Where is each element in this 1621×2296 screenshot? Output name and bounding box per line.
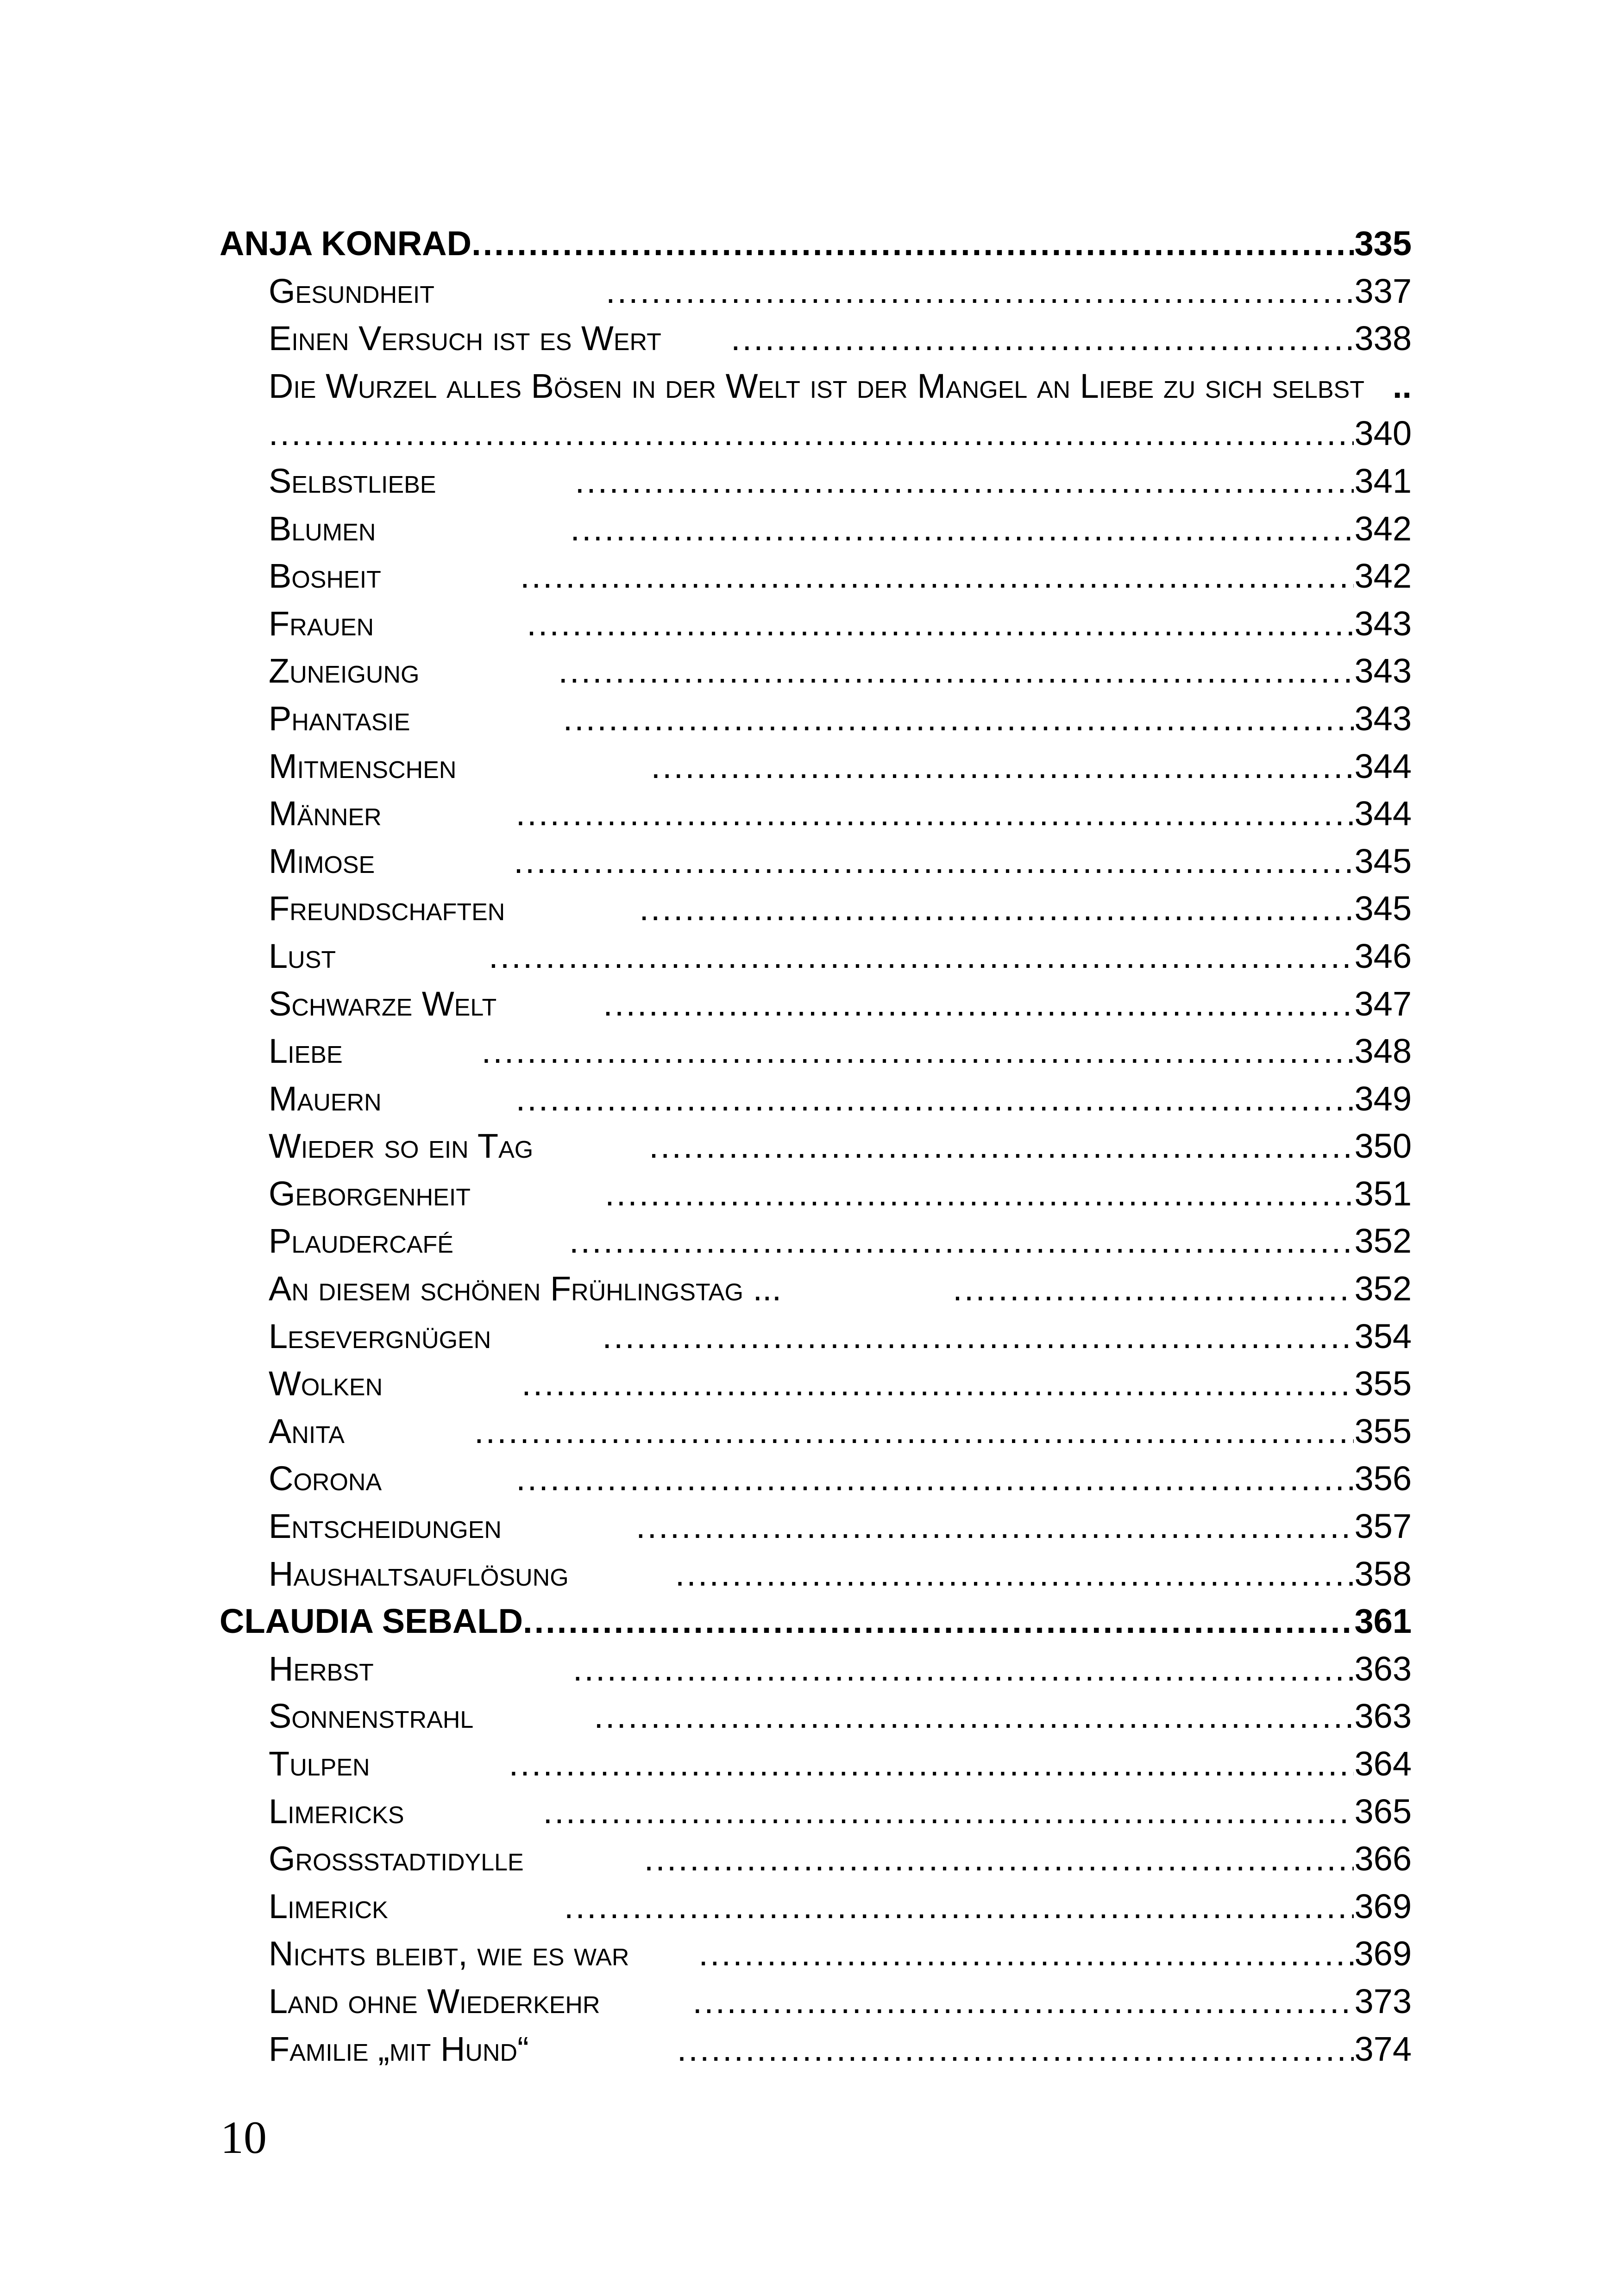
toc-entry: [220, 885, 1412, 933]
dot-leader: [474, 1408, 1354, 1455]
entry-title: Frauen: [269, 604, 374, 643]
dot-leader: [602, 1313, 1353, 1361]
toc-entry: [220, 933, 1412, 980]
toc-entry-long: [220, 363, 1412, 410]
entry-page-number: 345: [1354, 889, 1412, 928]
section-author: ANJA KONRAD: [220, 224, 472, 263]
entry-page-number: 373: [1354, 1982, 1412, 2020]
entry-title: Wieder so ein Tag: [269, 1127, 534, 1166]
dot-leader: [269, 410, 1354, 458]
toc-entry: [220, 2026, 1412, 2073]
entry-title: Zuneigung: [269, 652, 420, 690]
toc-entry: [220, 1265, 1412, 1313]
toc-section-heading: [220, 1598, 1412, 1645]
dot-leader: [564, 1883, 1354, 1931]
entry-title: Anita: [269, 1411, 345, 1450]
entry-title: Schwarze Welt: [269, 984, 497, 1023]
toc-section-heading: [220, 220, 1412, 268]
toc-entry: [220, 838, 1412, 885]
entry-title: Entscheidungen: [269, 1507, 502, 1546]
entry-title: Männer: [269, 794, 382, 833]
toc-entry: [220, 1788, 1412, 1836]
entry-title: Corona: [269, 1459, 382, 1498]
entry-page-number: 355: [1354, 1411, 1412, 1450]
entry-page-number: 342: [1354, 557, 1412, 596]
dot-leader: [514, 838, 1353, 885]
dot-leader: [594, 1693, 1353, 1740]
toc-entry-long-continuation: [220, 410, 1412, 458]
entry-title: Tulpen: [269, 1744, 370, 1783]
entry-page-number: 342: [1354, 509, 1412, 548]
toc-entry: [220, 1693, 1412, 1740]
dot-leader: [489, 933, 1353, 980]
entry-page-number: 345: [1354, 841, 1412, 880]
toc-entry: [220, 1123, 1412, 1170]
toc-entry: [220, 1170, 1412, 1218]
entry-title: Großstadtidylle: [269, 1839, 524, 1878]
dot-leader: [516, 1075, 1354, 1123]
section-author: CLAUDIA SEBALD: [220, 1602, 523, 1641]
toc-entry: [220, 1313, 1412, 1361]
entry-page-number: 343: [1354, 604, 1412, 643]
entry-page-number: 363: [1354, 1649, 1412, 1688]
dot-leader: [605, 1170, 1353, 1218]
entry-title: Lesevergnügen: [269, 1317, 491, 1355]
entry-page-number: 350: [1354, 1127, 1412, 1166]
entry-page-number: 366: [1354, 1839, 1412, 1878]
entry-page-number: 369: [1354, 1934, 1412, 1973]
entry-title: Land ohne Wiederkehr: [269, 1982, 600, 2020]
dot-leader: [953, 1265, 1353, 1313]
entry-page-number: 343: [1354, 699, 1412, 738]
entry-title: Phantasie: [269, 699, 410, 738]
dot-leader: [563, 695, 1354, 743]
toc-entry: [220, 647, 1412, 695]
toc-entry: [220, 1408, 1412, 1455]
entry-page-number: 365: [1354, 1792, 1412, 1831]
entry-trailing-dots: ..: [1392, 366, 1412, 405]
entry-page-number: 351: [1354, 1174, 1412, 1213]
toc-entry: [220, 505, 1412, 553]
toc-entry: [220, 1455, 1412, 1503]
entry-title: Blumen: [269, 509, 376, 548]
entry-page-number: 349: [1354, 1079, 1412, 1118]
dot-leader: [651, 743, 1353, 790]
dot-leader: [639, 885, 1353, 933]
dot-leader: [644, 1835, 1354, 1883]
dot-leader: [570, 505, 1353, 553]
dot-leader: [569, 1217, 1354, 1265]
entry-title: Freundschaften: [269, 889, 505, 928]
toc-entry: [220, 1075, 1412, 1123]
entry-page-number: 354: [1354, 1317, 1412, 1355]
toc-entry: [220, 1930, 1412, 1978]
dot-leader: [558, 647, 1353, 695]
entry-page-number: 355: [1354, 1364, 1412, 1403]
entry-page-number: 341: [1354, 461, 1412, 500]
table-of-contents: [220, 220, 1412, 2073]
toc-entry: [220, 1217, 1412, 1265]
dot-leader: [649, 1123, 1353, 1170]
toc-entry: [220, 743, 1412, 790]
dot-leader: [575, 458, 1354, 505]
entry-title: Bosheit: [269, 557, 381, 596]
dot-leader: [573, 1645, 1354, 1693]
entry-page-number: 358: [1354, 1554, 1412, 1593]
entry-title: Herbst: [269, 1649, 374, 1688]
dot-leader: [731, 315, 1354, 363]
toc-entry: [220, 1883, 1412, 1931]
dot-leader: [520, 552, 1354, 600]
entry-title: Familie „mit Hund“: [269, 2029, 529, 2068]
entry-page-number: 344: [1354, 794, 1412, 833]
dot-leader: [698, 1930, 1353, 1978]
entry-title: Wolken: [269, 1364, 383, 1403]
entry-title: Sonnenstrahl: [269, 1697, 474, 1736]
dot-leader: [527, 600, 1353, 648]
page-number: 10: [220, 2112, 267, 2163]
entry-page-number: 344: [1354, 747, 1412, 785]
dot-leader: [543, 1788, 1354, 1836]
entry-title: Haushaltsauflösung: [269, 1554, 569, 1593]
entry-page-number: 374: [1354, 2029, 1412, 2068]
toc-entry: [220, 1550, 1412, 1598]
toc-entry: [220, 1360, 1412, 1408]
entry-title: Liebe: [269, 1032, 343, 1071]
toc-entry: [220, 980, 1412, 1028]
section-page-number: 335: [1354, 224, 1412, 263]
toc-entry: [220, 315, 1412, 363]
dot-leader: [509, 1740, 1354, 1788]
entry-page-number: 338: [1354, 319, 1412, 358]
toc-entry: [220, 790, 1412, 838]
dot-leader: [693, 1978, 1354, 2026]
toc-entry: [220, 552, 1412, 600]
dot-leader: [516, 1455, 1353, 1503]
dot-leader: [523, 1598, 1354, 1645]
toc-entry: [220, 458, 1412, 505]
toc-entry: [220, 268, 1412, 315]
entry-page-number: 364: [1354, 1744, 1412, 1783]
dot-leader: [606, 268, 1353, 315]
entry-title: Selbstliebe: [269, 461, 436, 500]
dot-leader: [521, 1360, 1353, 1408]
dot-leader: [482, 1028, 1354, 1075]
toc-entry: [220, 1978, 1412, 2026]
entry-title: Einen Versuch ist es Wert: [269, 319, 661, 358]
entry-page-number: 363: [1354, 1697, 1412, 1736]
entry-page-number: 357: [1354, 1507, 1412, 1546]
toc-entry: [220, 1835, 1412, 1883]
entry-page-number: 337: [1354, 271, 1412, 310]
entry-page-number: 346: [1354, 936, 1412, 975]
toc-entry: [220, 695, 1412, 743]
entry-title: Nichts bleibt, wie es war: [269, 1934, 629, 1973]
entry-title: Limerick: [269, 1887, 388, 1926]
entry-title: Limericks: [269, 1792, 404, 1831]
entry-title: Gesundheit: [269, 271, 435, 310]
entry-title: An diesem schönen Frühlingstag ...: [269, 1269, 782, 1308]
entry-page-number: 356: [1354, 1459, 1412, 1498]
entry-title: Die Wurzel alles Bösen in der Welt ist der Mangel an Liebe zu sich selbst: [269, 366, 1364, 405]
dot-leader: [516, 790, 1354, 838]
entry-page-number: 347: [1354, 984, 1412, 1023]
entry-title: Lust: [269, 936, 336, 975]
entry-page-number: 369: [1354, 1887, 1412, 1926]
toc-entry: [220, 600, 1412, 648]
section-page-number: 361: [1354, 1602, 1412, 1641]
entry-title: Mitmenschen: [269, 747, 457, 785]
entry-page-number: 340: [1354, 414, 1412, 453]
toc-entry: [220, 1503, 1412, 1550]
entry-page-number: 352: [1354, 1222, 1412, 1261]
entry-title: Mimose: [269, 841, 375, 880]
dot-leader: [636, 1503, 1354, 1550]
entry-page-number: 343: [1354, 652, 1412, 690]
dot-leader: [603, 980, 1353, 1028]
toc-entry: [220, 1645, 1412, 1693]
dot-leader: [675, 1550, 1354, 1598]
entry-page-number: 352: [1354, 1269, 1412, 1308]
toc-entry: [220, 1740, 1412, 1788]
toc-entry: [220, 1028, 1412, 1075]
entry-title: Mauern: [269, 1079, 382, 1118]
entry-title: Plaudercafé: [269, 1222, 453, 1261]
dot-leader: [471, 220, 1353, 268]
entry-page-number: 348: [1354, 1032, 1412, 1071]
dot-leader: [677, 2026, 1354, 2073]
entry-title: Geborgenheit: [269, 1174, 471, 1213]
